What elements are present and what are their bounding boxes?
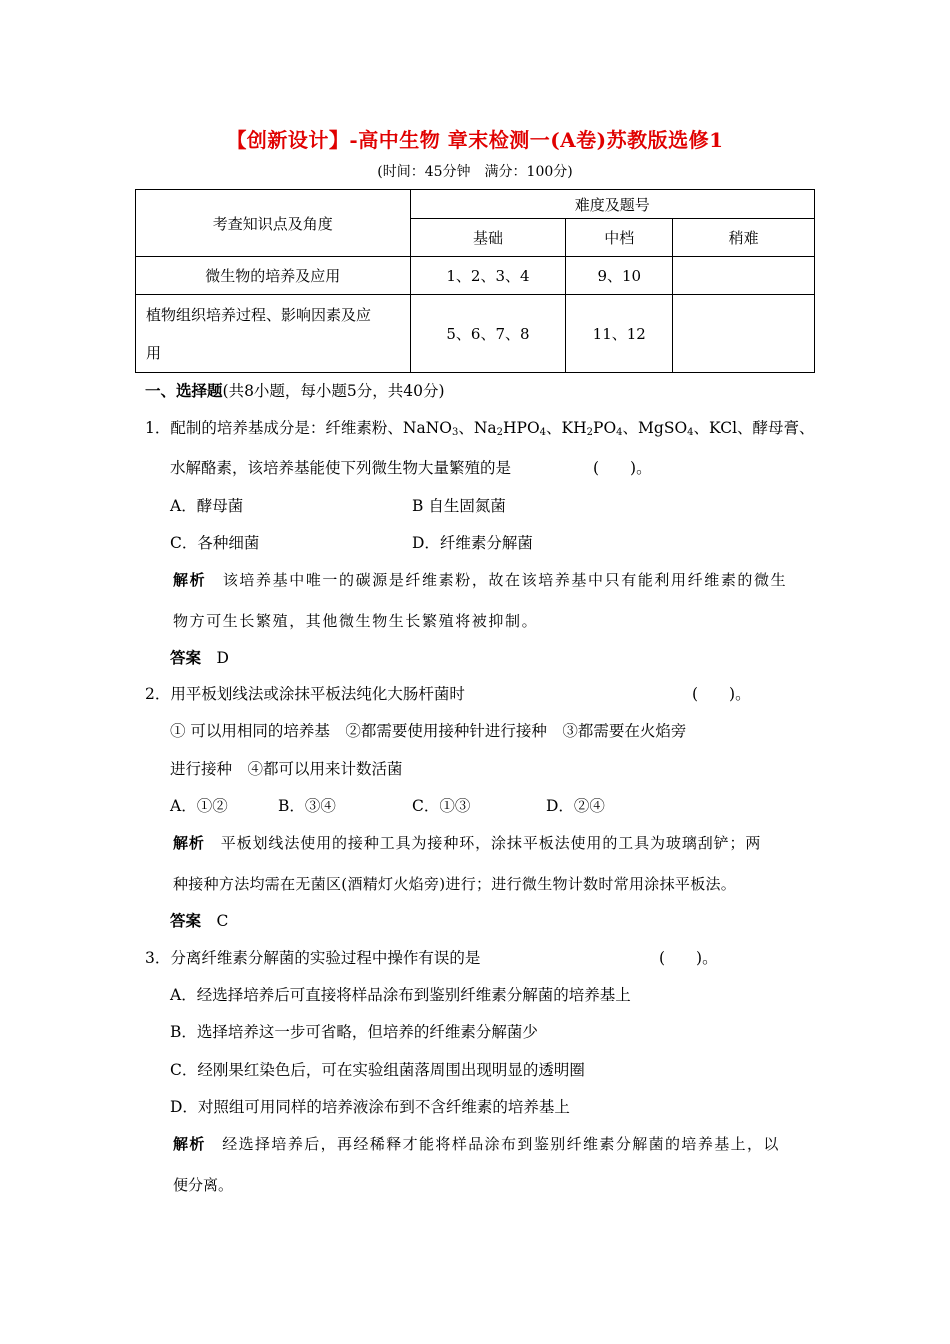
question-1-option-d: D．纤维素分解菌 [412, 534, 533, 552]
question-2-option-d: D．②④ [546, 797, 605, 815]
topic-line-1: 植物组织培养过程、影响因素及应 [146, 305, 372, 324]
table-col-basic: 基础 [410, 219, 566, 257]
question-1-answer: 答案 D [170, 648, 229, 667]
table-cell-hard [673, 257, 815, 295]
question-2-answer-blank: ( )。 [692, 685, 751, 703]
topic-line-2: 用 [146, 343, 162, 362]
question-1-option-a: A．酵母菌 [170, 497, 244, 515]
table-cell-topic [136, 295, 411, 373]
question-3-answer-blank: ( )。 [659, 949, 718, 967]
question-1-option-b: B 自生固氮菌 [412, 497, 506, 515]
question-3-option-b: B．选择培养这一步可省略，但培养的纤维素分解菌少 [170, 1023, 538, 1041]
section-heading: 一、选择题(共8小题，每小题5分，共40分) [145, 381, 445, 400]
difficulty-table [135, 189, 815, 373]
question-3-option-a: A．经选择培养后可直接将样品涂布到鉴别纤维素分解菌的培养基上 [170, 986, 631, 1004]
table-col-hard: 稍难 [673, 219, 815, 257]
question-2-option-c: C．①③ [412, 797, 471, 815]
table-col-medium: 中档 [566, 219, 673, 257]
question-1-option-c: C．各种细菌 [170, 534, 260, 552]
question-2-option-b: B．③④ [278, 797, 336, 815]
question-1-analysis: 解析 该培养基中唯一的碳源是纤维素粉，故在该培养基中只有能利用纤维素的微生 [173, 571, 788, 589]
table-cell-basic: 5、6、7、8 [410, 295, 566, 373]
question-1-analysis-line2: 物方可生长繁殖，其他微生物生长繁殖将被抑制。 [173, 612, 539, 630]
question-2-analysis-line2: 种接种方法均需在无菌区(酒精灯火焰旁)进行；进行微生物计数时常用涂抹平板法。 [173, 875, 737, 893]
table-row [136, 257, 815, 295]
question-1-stem: 1．配制的培养基成分是：纤维素粉、NaNO$_3$、$Na_2HPO_4$、$KH_2PO_4$、MgSO$_4$、KCl、酵母膏、 [145, 419, 815, 438]
table-cell-topic: 微生物的培养及应用 [136, 257, 411, 295]
question-2-analysis: 解析 平板划线法使用的接种工具为接种环，涂抹平板法使用的工具为玻璃刮铲；两 [173, 834, 762, 852]
question-3-option-c: C．经刚果红染色后，可在实验组菌落周围出现明显的透明圈 [170, 1061, 585, 1079]
question-3-option-d: D．对照组可用同样的培养液涂布到不含纤维素的培养基上 [170, 1098, 570, 1116]
table-cell-medium: 11、12 [566, 295, 673, 373]
table-row [136, 295, 815, 373]
question-3-analysis: 解析 经选择培养后，再经稀释才能将样品涂布到鉴别纤维素分解菌的培养基上，以 [173, 1135, 780, 1153]
question-2-statements: ① 可以用相同的培养基 ②都需要使用接种针进行接种 ③都需要在火焰旁 [170, 722, 687, 740]
table-cell-medium: 9、10 [566, 257, 673, 295]
question-1-answer-blank: ( )。 [593, 459, 652, 477]
question-2-statements-line2: 进行接种 ④都可以用来计数活菌 [170, 760, 403, 778]
document-title: 【创新设计】-高中生物 章末检测一(A卷)苏教版选修1 [226, 128, 724, 152]
question-1-stem-line2: 水解酪素，该培养基能使下列微生物大量繁殖的是 [170, 459, 512, 477]
question-3-stem: 3．分离纤维素分解菌的实验过程中操作有误的是 [145, 949, 481, 967]
table-cell-basic: 1、2、3、4 [410, 257, 566, 295]
table-header-knowledge: 考查知识点及角度 [136, 190, 411, 257]
question-3-analysis-line2: 便分离。 [173, 1176, 234, 1194]
document-subtitle: (时间：45分钟 满分：100分) [377, 164, 573, 180]
table-header-difficulty: 难度及题号 [410, 190, 814, 219]
question-2-option-a: A．①② [170, 797, 228, 815]
table-cell-hard [673, 295, 815, 373]
question-2-stem: 2．用平板划线法或涂抹平板法纯化大肠杆菌时 [145, 685, 465, 703]
question-2-answer: 答案 C [170, 911, 229, 930]
